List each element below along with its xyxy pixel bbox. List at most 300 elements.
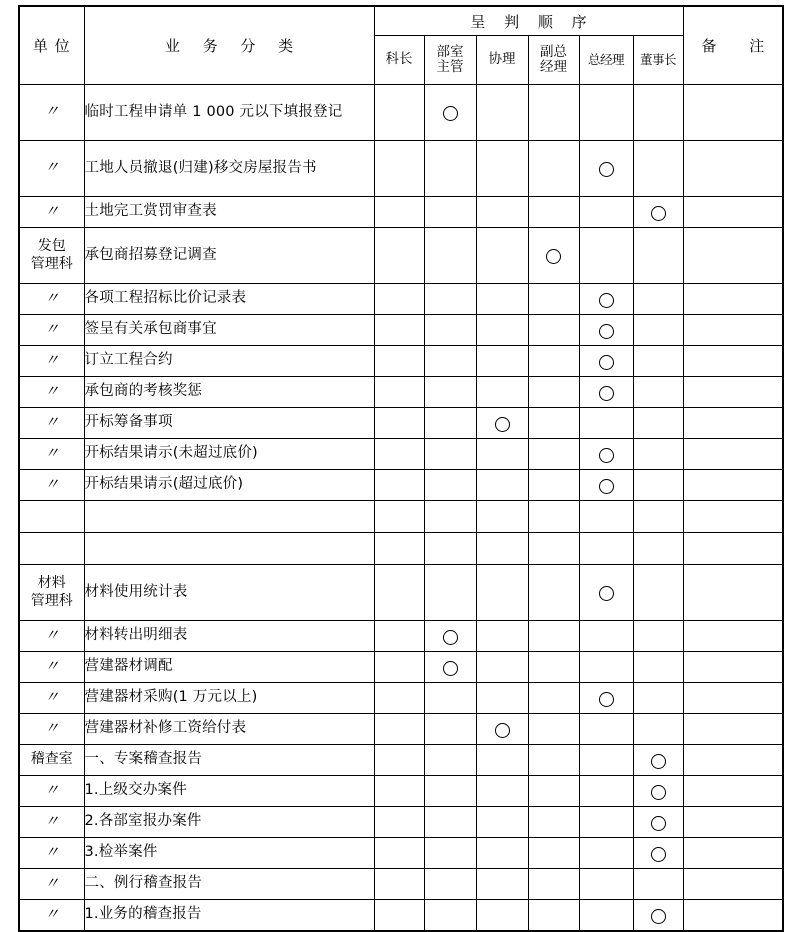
cell-mark-role-fuzongjingli — [528, 900, 579, 932]
cell-mark-role-bushizhuguan — [424, 377, 476, 408]
cell-mark-role-xieli — [476, 565, 528, 621]
cell-mark-role-xieli — [476, 838, 528, 869]
table-header — [19, 6, 783, 85]
cell-remark — [683, 408, 783, 439]
table-row — [19, 439, 783, 470]
table-row — [19, 470, 783, 501]
cell-mark-role-kezhang — [374, 346, 424, 377]
cell-unit — [19, 745, 84, 776]
cell-mark-role-fuzongjingli — [528, 284, 579, 315]
cell-business-category: 开标筹备事项 — [84, 408, 374, 439]
cell-mark-role-xieli — [476, 315, 528, 346]
cell-mark-role-fuzongjingli — [528, 197, 579, 228]
circle-mark-icon — [651, 816, 666, 831]
cell-mark-role-zongjingli — [579, 284, 633, 315]
cell-mark-role-kezhang — [374, 838, 424, 869]
circle-mark-icon — [651, 847, 666, 862]
cell-business-category: 临时工程申请单 1 000 元以下填报登记 — [84, 85, 374, 141]
cell-mark-role-zongjingli — [579, 501, 633, 533]
header-role-line1: 总经理 — [587, 52, 624, 67]
header-role-xieli — [476, 36, 528, 85]
circle-mark-icon — [599, 448, 614, 463]
cell-remark — [683, 315, 783, 346]
cell-mark-role-zongjingli — [579, 228, 633, 284]
cell-mark-role-zongjingli — [579, 377, 633, 408]
cell-mark-role-xieli — [476, 408, 528, 439]
cell-mark-role-xieli — [476, 807, 528, 838]
cell-mark-role-bushizhuguan — [424, 470, 476, 501]
cell-mark-role-xieli — [476, 197, 528, 228]
cell-mark-role-fuzongjingli — [528, 745, 579, 776]
cell-remark — [683, 807, 783, 838]
cell-unit — [19, 776, 84, 807]
cell-mark-role-kezhang — [374, 141, 424, 197]
cell-mark-role-dongshizhang — [633, 900, 683, 932]
cell-unit — [19, 284, 84, 315]
cell-mark-role-fuzongjingli — [528, 470, 579, 501]
cell-mark-role-bushizhuguan — [424, 745, 476, 776]
cell-mark-role-zongjingli — [579, 714, 633, 745]
unit-line1: 材料 — [37, 575, 66, 592]
cell-mark-role-zongjingli — [579, 652, 633, 683]
cell-mark-role-zongjingli — [579, 533, 633, 565]
cell-mark-role-fuzongjingli — [528, 807, 579, 838]
header-category: 业 务 分 类 — [84, 6, 374, 85]
cell-mark-role-fuzongjingli — [528, 714, 579, 745]
cell-business-category — [84, 533, 374, 565]
cell-unit — [19, 315, 84, 346]
cell-mark-role-bushizhuguan — [424, 439, 476, 470]
cell-business-category: 订立工程合约 — [84, 346, 374, 377]
approval-sequence-table — [18, 5, 784, 932]
unit-line1: 〃 — [44, 160, 60, 177]
unit-line1: 〃 — [44, 906, 60, 923]
cell-mark-role-xieli — [476, 869, 528, 900]
unit-line1: 〃 — [44, 290, 60, 307]
cell-remark — [683, 652, 783, 683]
cell-remark — [683, 85, 783, 141]
cell-business-category: 2.各部室报办案件 — [84, 807, 374, 838]
cell-mark-role-dongshizhang — [633, 284, 683, 315]
cell-mark-role-zongjingli — [579, 776, 633, 807]
cell-mark-role-xieli — [476, 439, 528, 470]
cell-mark-role-bushizhuguan — [424, 228, 476, 284]
cell-mark-role-kezhang — [374, 228, 424, 284]
cell-mark-role-kezhang — [374, 869, 424, 900]
cell-mark-role-bushizhuguan — [424, 869, 476, 900]
cell-mark-role-fuzongjingli — [528, 838, 579, 869]
circle-mark-icon — [599, 692, 614, 707]
cell-mark-role-fuzongjingli — [528, 869, 579, 900]
cell-business-category: 1.上级交办案件 — [84, 776, 374, 807]
cell-unit — [19, 533, 84, 565]
cell-business-category — [84, 501, 374, 533]
cell-unit — [19, 869, 84, 900]
unit-line1: 〃 — [44, 321, 60, 338]
cell-mark-role-bushizhuguan — [424, 408, 476, 439]
table-row — [19, 838, 783, 869]
cell-mark-role-bushizhuguan — [424, 565, 476, 621]
cell-mark-role-xieli — [476, 683, 528, 714]
unit-line1: 〃 — [44, 720, 60, 737]
cell-business-category: 材料转出明细表 — [84, 621, 374, 652]
table-row — [19, 85, 783, 141]
unit-line1: 〃 — [44, 414, 60, 431]
cell-mark-role-dongshizhang — [633, 838, 683, 869]
cell-remark — [683, 141, 783, 197]
cell-mark-role-dongshizhang — [633, 807, 683, 838]
cell-mark-role-kezhang — [374, 501, 424, 533]
cell-unit — [19, 900, 84, 932]
cell-business-category: 营建器材调配 — [84, 652, 374, 683]
unit-line1: 〃 — [44, 104, 60, 121]
cell-unit — [19, 683, 84, 714]
cell-remark — [683, 439, 783, 470]
cell-mark-role-xieli — [476, 377, 528, 408]
cell-mark-role-dongshizhang — [633, 533, 683, 565]
cell-unit — [19, 714, 84, 745]
table-row-blank — [19, 533, 783, 565]
cell-unit — [19, 652, 84, 683]
cell-mark-role-kezhang — [374, 315, 424, 346]
cell-mark-role-fuzongjingli — [528, 683, 579, 714]
table-row — [19, 141, 783, 197]
cell-remark — [683, 838, 783, 869]
cell-mark-role-zongjingli — [579, 621, 633, 652]
cell-mark-role-bushizhuguan — [424, 714, 476, 745]
cell-business-category: 营建器材采购(1 万元以上) — [84, 683, 374, 714]
unit-line1: 〃 — [44, 844, 60, 861]
unit-line1: 发包 — [37, 238, 66, 255]
table-row — [19, 621, 783, 652]
cell-mark-role-bushizhuguan — [424, 501, 476, 533]
circle-mark-icon — [599, 586, 614, 601]
table-row — [19, 284, 783, 315]
cell-mark-role-dongshizhang — [633, 652, 683, 683]
cell-business-category: 签呈有关承包商事宜 — [84, 315, 374, 346]
cell-mark-role-zongjingli — [579, 565, 633, 621]
cell-mark-role-bushizhuguan — [424, 346, 476, 377]
cell-mark-role-zongjingli — [579, 807, 633, 838]
unit-line1: 〃 — [44, 813, 60, 830]
cell-remark — [683, 869, 783, 900]
cell-mark-role-kezhang — [374, 652, 424, 683]
cell-unit — [19, 197, 84, 228]
cell-mark-role-dongshizhang — [633, 141, 683, 197]
cell-mark-role-bushizhuguan — [424, 533, 476, 565]
cell-mark-role-zongjingli — [579, 141, 633, 197]
cell-unit — [19, 228, 84, 284]
cell-mark-role-bushizhuguan — [424, 776, 476, 807]
cell-mark-role-dongshizhang — [633, 501, 683, 533]
cell-business-category: 开标结果请示(超过底价) — [84, 470, 374, 501]
cell-unit — [19, 85, 84, 141]
cell-business-category: 土地完工赏罚审查表 — [84, 197, 374, 228]
unit-line1: 〃 — [44, 658, 60, 675]
cell-remark — [683, 284, 783, 315]
cell-mark-role-dongshizhang — [633, 776, 683, 807]
cell-mark-role-bushizhuguan — [424, 807, 476, 838]
cell-mark-role-fuzongjingli — [528, 439, 579, 470]
cell-mark-role-xieli — [476, 284, 528, 315]
table-row — [19, 869, 783, 900]
table-row — [19, 315, 783, 346]
unit-line1: 〃 — [44, 627, 60, 644]
cell-mark-role-dongshizhang — [633, 869, 683, 900]
cell-mark-role-fuzongjingli — [528, 501, 579, 533]
header-role-line2: 经理 — [540, 59, 567, 75]
cell-remark — [683, 228, 783, 284]
table-row — [19, 197, 783, 228]
cell-mark-role-kezhang — [374, 408, 424, 439]
unit-line1: 稽查室 — [30, 751, 73, 768]
cell-mark-role-xieli — [476, 745, 528, 776]
cell-mark-role-bushizhuguan — [424, 141, 476, 197]
cell-mark-role-fuzongjingli — [528, 408, 579, 439]
cell-mark-role-fuzongjingli — [528, 565, 579, 621]
cell-remark — [683, 714, 783, 745]
cell-mark-role-bushizhuguan — [424, 85, 476, 141]
circle-mark-icon — [599, 293, 614, 308]
cell-mark-role-zongjingli — [579, 900, 633, 932]
cell-unit — [19, 408, 84, 439]
cell-remark — [683, 501, 783, 533]
cell-business-category: 营建器材补修工资给付表 — [84, 714, 374, 745]
cell-business-category: 各项工程招标比价记录表 — [84, 284, 374, 315]
cell-mark-role-zongjingli — [579, 838, 633, 869]
cell-mark-role-xieli — [476, 621, 528, 652]
cell-mark-role-zongjingli — [579, 408, 633, 439]
cell-mark-role-dongshizhang — [633, 85, 683, 141]
header-approval-sequence-group: 呈 判 顺 序 — [374, 6, 683, 36]
cell-mark-role-kezhang — [374, 85, 424, 141]
circle-mark-icon — [599, 162, 614, 177]
unit-line1: 〃 — [44, 689, 60, 706]
cell-unit — [19, 621, 84, 652]
header-role-line1: 副总 — [540, 43, 567, 60]
unit-line1: 〃 — [44, 352, 60, 369]
cell-mark-role-dongshizhang — [633, 683, 683, 714]
cell-mark-role-kezhang — [374, 807, 424, 838]
cell-mark-role-dongshizhang — [633, 745, 683, 776]
circle-mark-icon — [599, 324, 614, 339]
cell-unit — [19, 470, 84, 501]
unit-line1: 〃 — [44, 445, 60, 462]
table-row — [19, 900, 783, 932]
table-row — [19, 565, 783, 621]
header-role-line2: 主管 — [436, 59, 464, 75]
cell-mark-role-kezhang — [374, 714, 424, 745]
cell-unit — [19, 838, 84, 869]
cell-remark — [683, 377, 783, 408]
cell-mark-role-dongshizhang — [633, 228, 683, 284]
cell-mark-role-dongshizhang — [633, 439, 683, 470]
header-role-line1: 科长 — [385, 51, 413, 68]
cell-business-category: 1.业务的稽查报告 — [84, 900, 374, 932]
header-role-line1: 董事长 — [640, 52, 677, 67]
cell-mark-role-zongjingli — [579, 346, 633, 377]
circle-mark-icon — [495, 417, 510, 432]
header-role-line1: 协理 — [488, 51, 516, 68]
circle-mark-icon — [546, 249, 561, 264]
cell-remark — [683, 346, 783, 377]
cell-mark-role-fuzongjingli — [528, 776, 579, 807]
cell-remark — [683, 900, 783, 932]
cell-mark-role-fuzongjingli — [528, 85, 579, 141]
cell-business-category: 一、专案稽查报告 — [84, 745, 374, 776]
unit-line1: 〃 — [44, 875, 60, 892]
cell-mark-role-xieli — [476, 652, 528, 683]
table-row — [19, 745, 783, 776]
cell-business-category: 材料使用统计表 — [84, 565, 374, 621]
cell-mark-role-xieli — [476, 533, 528, 565]
cell-mark-role-kezhang — [374, 565, 424, 621]
cell-mark-role-dongshizhang — [633, 470, 683, 501]
cell-business-category: 二、例行稽查报告 — [84, 869, 374, 900]
cell-mark-role-dongshizhang — [633, 315, 683, 346]
header-role-zongjingli — [579, 36, 633, 85]
cell-unit — [19, 807, 84, 838]
cell-mark-role-xieli — [476, 85, 528, 141]
cell-mark-role-bushizhuguan — [424, 900, 476, 932]
cell-remark — [683, 683, 783, 714]
header-unit: 单 位 — [19, 6, 84, 85]
cell-mark-role-xieli — [476, 141, 528, 197]
table-row — [19, 228, 783, 284]
cell-mark-role-fuzongjingli — [528, 346, 579, 377]
cell-mark-role-bushizhuguan — [424, 683, 476, 714]
cell-mark-role-fuzongjingli — [528, 315, 579, 346]
cell-unit — [19, 439, 84, 470]
cell-mark-role-bushizhuguan — [424, 652, 476, 683]
cell-unit — [19, 501, 84, 533]
circle-mark-icon — [651, 785, 666, 800]
cell-unit — [19, 346, 84, 377]
cell-mark-role-xieli — [476, 470, 528, 501]
cell-mark-role-dongshizhang — [633, 714, 683, 745]
header-role-bushizhuguan — [424, 36, 476, 85]
cell-mark-role-dongshizhang — [633, 377, 683, 408]
cell-mark-role-dongshizhang — [633, 565, 683, 621]
circle-mark-icon — [651, 206, 666, 221]
cell-unit — [19, 377, 84, 408]
cell-remark — [683, 470, 783, 501]
cell-remark — [683, 776, 783, 807]
cell-mark-role-bushizhuguan — [424, 838, 476, 869]
cell-mark-role-xieli — [476, 714, 528, 745]
circle-mark-icon — [651, 754, 666, 769]
table-row — [19, 807, 783, 838]
cell-mark-role-zongjingli — [579, 745, 633, 776]
circle-mark-icon — [443, 661, 458, 676]
unit-line1: 〃 — [44, 203, 60, 220]
circle-mark-icon — [443, 106, 458, 121]
cell-mark-role-xieli — [476, 900, 528, 932]
cell-mark-role-kezhang — [374, 621, 424, 652]
cell-remark — [683, 533, 783, 565]
cell-mark-role-bushizhuguan — [424, 197, 476, 228]
cell-remark — [683, 565, 783, 621]
cell-mark-role-kezhang — [374, 439, 424, 470]
cell-mark-role-fuzongjingli — [528, 228, 579, 284]
cell-mark-role-kezhang — [374, 900, 424, 932]
table-row-blank — [19, 501, 783, 533]
cell-business-category: 工地人员撤退(归建)移交房屋报告书 — [84, 141, 374, 197]
cell-mark-role-bushizhuguan — [424, 621, 476, 652]
cell-business-category: 开标结果请示(未超过底价) — [84, 439, 374, 470]
cell-mark-role-fuzongjingli — [528, 621, 579, 652]
cell-mark-role-zongjingli — [579, 85, 633, 141]
cell-mark-role-zongjingli — [579, 683, 633, 714]
unit-line2: 管理科 — [30, 255, 73, 272]
cell-mark-role-kezhang — [374, 776, 424, 807]
cell-mark-role-dongshizhang — [633, 346, 683, 377]
circle-mark-icon — [599, 386, 614, 401]
cell-unit — [19, 565, 84, 621]
cell-mark-role-zongjingli — [579, 869, 633, 900]
table-row — [19, 377, 783, 408]
cell-mark-role-xieli — [476, 501, 528, 533]
cell-mark-role-kezhang — [374, 533, 424, 565]
unit-line1: 〃 — [44, 476, 60, 493]
header-remark: 备 注 — [683, 6, 783, 85]
cell-remark — [683, 621, 783, 652]
header-role-kezhang — [374, 36, 424, 85]
cell-mark-role-xieli — [476, 776, 528, 807]
cell-mark-role-dongshizhang — [633, 197, 683, 228]
table-row — [19, 346, 783, 377]
cell-mark-role-zongjingli — [579, 197, 633, 228]
header-role-line1: 部室 — [436, 43, 464, 60]
table-body — [19, 85, 783, 932]
cell-mark-role-kezhang — [374, 377, 424, 408]
cell-remark — [683, 197, 783, 228]
cell-mark-role-zongjingli — [579, 470, 633, 501]
cell-mark-role-dongshizhang — [633, 621, 683, 652]
cell-mark-role-xieli — [476, 346, 528, 377]
cell-mark-role-bushizhuguan — [424, 315, 476, 346]
cell-mark-role-xieli — [476, 228, 528, 284]
cell-mark-role-kezhang — [374, 745, 424, 776]
cell-mark-role-kezhang — [374, 683, 424, 714]
header-row-top — [19, 6, 783, 36]
cell-mark-role-fuzongjingli — [528, 141, 579, 197]
cell-mark-role-zongjingli — [579, 439, 633, 470]
cell-mark-role-kezhang — [374, 470, 424, 501]
table-row — [19, 652, 783, 683]
cell-mark-role-dongshizhang — [633, 408, 683, 439]
unit-line2: 管理科 — [30, 592, 73, 609]
unit-line1: 〃 — [44, 383, 60, 400]
table-row — [19, 683, 783, 714]
header-role-fuzongjingli — [528, 36, 579, 85]
cell-mark-role-fuzongjingli — [528, 652, 579, 683]
cell-mark-role-kezhang — [374, 197, 424, 228]
circle-mark-icon — [495, 723, 510, 738]
circle-mark-icon — [443, 630, 458, 645]
unit-line1: 〃 — [44, 782, 60, 799]
cell-mark-role-zongjingli — [579, 315, 633, 346]
circle-mark-icon — [599, 479, 614, 494]
cell-unit — [19, 141, 84, 197]
cell-mark-role-bushizhuguan — [424, 284, 476, 315]
cell-business-category: 承包商的考核奖惩 — [84, 377, 374, 408]
cell-business-category: 承包商招募登记调查 — [84, 228, 374, 284]
table-row — [19, 408, 783, 439]
table-row — [19, 714, 783, 745]
cell-mark-role-fuzongjingli — [528, 533, 579, 565]
cell-mark-role-kezhang — [374, 284, 424, 315]
